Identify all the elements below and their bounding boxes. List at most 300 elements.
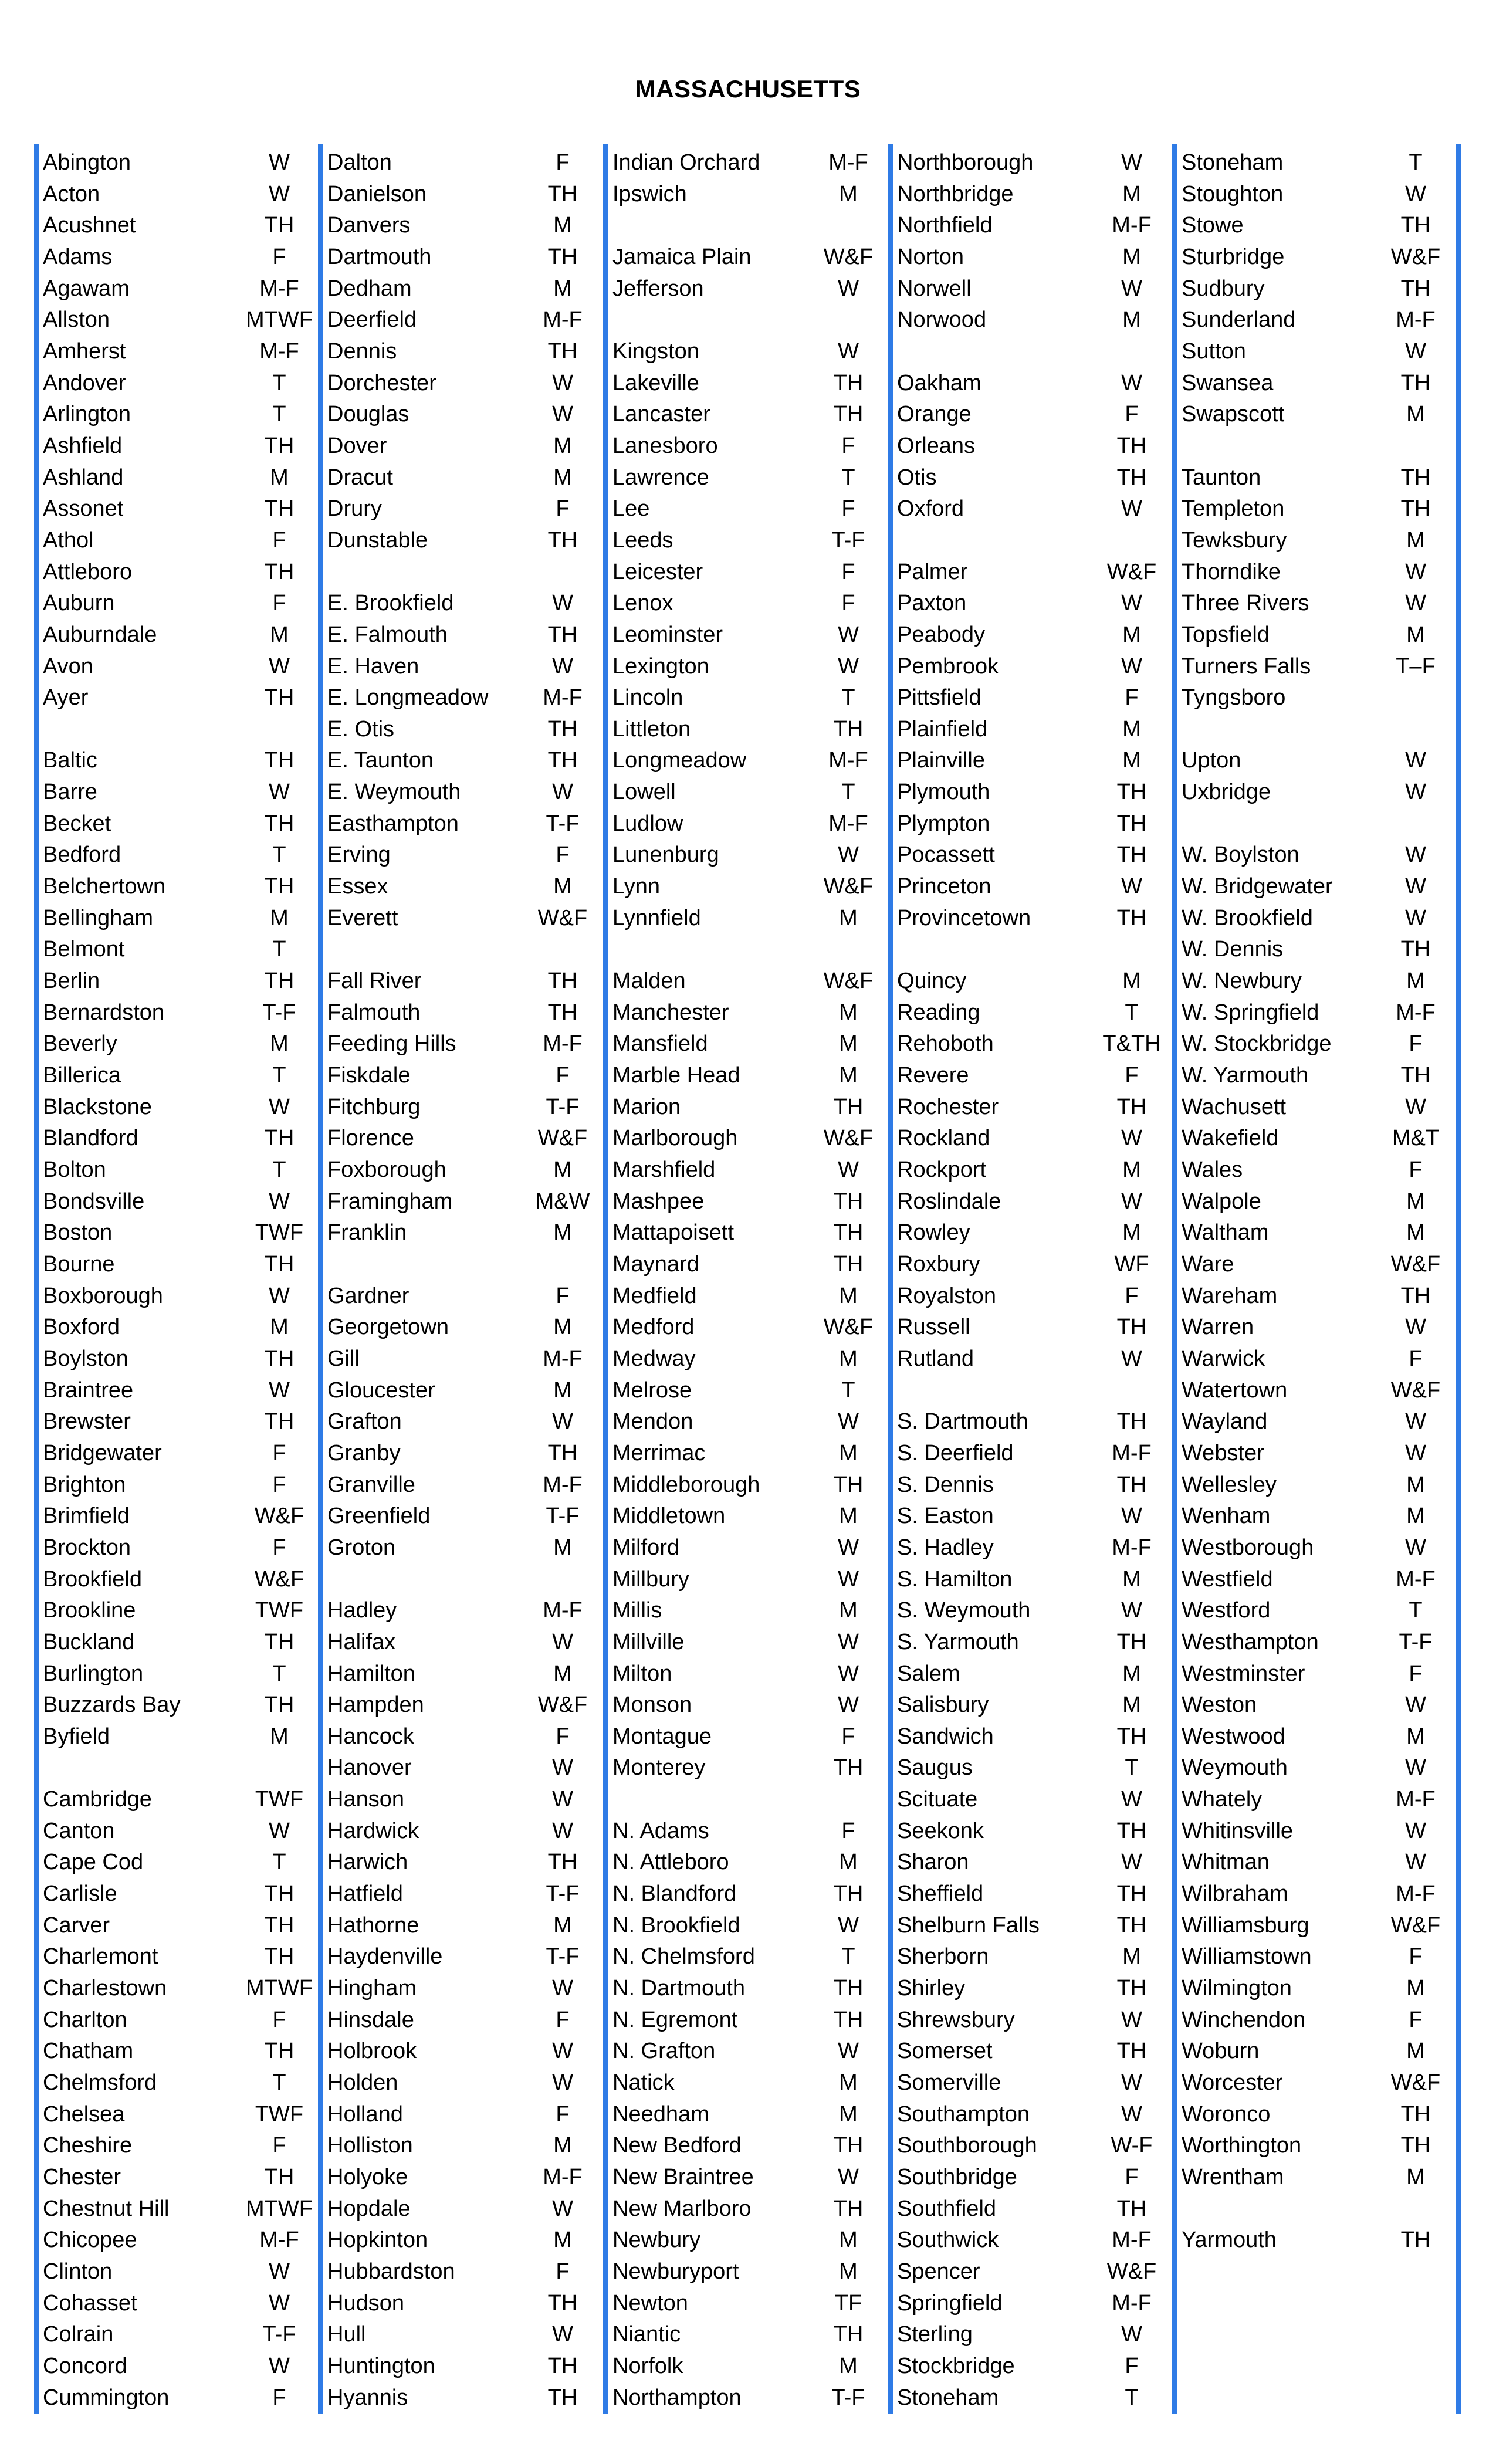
town-name: Dorchester [327,370,436,395]
town-name: Franklin [327,1220,407,1245]
town-name: Warwick [1182,1346,1265,1371]
delivery-day: M [270,465,289,490]
delivery-day: TH [1400,213,1431,238]
delivery-day: M-F [1112,2290,1152,2316]
delivery-day: W [552,1818,573,1843]
town-name: Lancaster [612,402,710,427]
column-divider [34,144,39,2414]
delivery-day: W [1405,1094,1426,1119]
town-name: Dover [327,433,387,458]
town-name: Danvers [327,213,411,238]
town-name: Wales [1182,1157,1243,1182]
town-name: Hatfield [327,1881,403,1907]
town-name: Fiskdale [327,1063,411,1088]
delivery-day: W [1121,2007,1142,2032]
town-name: Drury [327,496,382,522]
town-name: Saugus [897,1755,973,1781]
delivery-day: TH [833,2133,864,2158]
town-name: Southborough [897,2133,1037,2158]
town-name: Leeds [612,527,673,553]
town-name: Plympton [897,811,990,836]
town-name: Revere [897,1063,969,1088]
town-name: Chicopee [43,2228,137,2253]
town-name: Millis [612,1598,662,1623]
town-name: Orange [897,402,972,427]
delivery-day: TH [1116,1881,1147,1907]
delivery-day: M&W [535,1189,590,1214]
town-name: Bourne [43,1251,115,1277]
town-name: Oxford [897,496,964,522]
delivery-day: M [1122,622,1141,647]
delivery-day: W [1405,339,1426,364]
delivery-day: M [1122,1157,1141,1182]
town-name: Medway [612,1346,696,1371]
town-name: Essex [327,874,388,899]
town-name: Gloucester [327,1377,435,1403]
delivery-day: WF [1114,1251,1149,1277]
town-name: Carver [43,1913,110,1938]
delivery-day: TH [1400,2133,1431,2158]
delivery-day: TH [833,716,864,742]
town-name: Springfield [897,2290,1003,2316]
delivery-day: W&F [1390,244,1441,269]
town-name: Charlestown [43,1976,167,2001]
town-name: Reading [897,1000,980,1025]
delivery-day: TH [833,1189,864,1214]
delivery-day: M-F [259,339,299,364]
delivery-day: F [556,2007,570,2032]
town-name: Mashpee [612,1189,705,1214]
town-name: Hopdale [327,2196,411,2221]
town-name: Worthington [1182,2133,1302,2158]
delivery-day: F [1409,1944,1423,1969]
town-name: Upton [1182,748,1241,773]
delivery-day: M [553,2133,572,2158]
delivery-day: T [841,1944,855,1969]
town-name: Sandwich [897,1724,994,1749]
town-name: Mendon [612,1409,693,1434]
delivery-day: TH [833,2196,864,2221]
delivery-day: TH [1400,496,1431,522]
delivery-day: T [841,685,855,710]
town-name: Hubbardston [327,2259,455,2284]
delivery-day: M [839,2259,858,2284]
town-name: Georgetown [327,1315,449,1340]
town-name: Sharon [897,1850,969,1875]
delivery-day: T&TH [1102,1031,1161,1057]
delivery-day: M [553,1377,572,1403]
town-name: Brimfield [43,1504,130,1529]
delivery-day: TH [1116,905,1147,930]
delivery-day: M [1406,1220,1425,1245]
delivery-day: W [1121,874,1142,899]
delivery-day: W&F [823,874,874,899]
town-name: Belchertown [43,874,166,899]
delivery-day: W-F [1111,2133,1153,2158]
delivery-day: M [553,213,572,238]
town-name: Peabody [897,622,986,647]
town-name: Tewksbury [1182,527,1287,553]
town-name: Acton [43,181,100,207]
town-name: N. Brookfield [612,1913,740,1938]
town-name: Plymouth [897,780,990,805]
delivery-day: TWF [255,2101,304,2127]
town-name: New Bedford [612,2133,742,2158]
town-name: Hinsdale [327,2007,414,2032]
delivery-day: TH [1116,2196,1147,2221]
delivery-day: M [1122,1220,1141,1245]
delivery-day: M [1122,1693,1141,1718]
town-name: S. Dennis [897,1472,994,1497]
town-name: Adams [43,244,113,269]
town-name: E. Weymouth [327,780,461,805]
town-name: Natick [612,2070,675,2096]
delivery-day: M-F [1112,213,1152,238]
delivery-day: W [838,339,859,364]
delivery-day: W [1405,905,1426,930]
town-name: Douglas [327,402,409,427]
town-name: S. Deerfield [897,1440,1014,1465]
delivery-day: M-F [543,1598,583,1623]
town-name: N. Grafton [612,2039,716,2064]
town-name: Wellesley [1182,1472,1277,1497]
delivery-day: TH [264,811,295,836]
town-name: Norwood [897,307,987,333]
delivery-day: W [1121,591,1142,616]
delivery-day: W [1405,591,1426,616]
delivery-day: TH [833,402,864,427]
town-name: W. Stockbridge [1182,1031,1332,1057]
delivery-day: M [1122,1566,1141,1592]
delivery-day: M [553,276,572,301]
delivery-day: T [841,1377,855,1403]
delivery-day: W [1121,150,1142,175]
town-name: Monson [612,1693,692,1718]
town-name: Malden [612,969,686,994]
town-name: Ashland [43,465,124,490]
delivery-day: W [552,1755,573,1781]
town-name: Merrimac [612,1440,706,1465]
delivery-day: M [1122,181,1141,207]
town-name: E. Haven [327,654,419,679]
delivery-day: F [272,527,286,553]
delivery-day: W&F [1390,2070,1441,2096]
town-name: S. Hadley [897,1535,994,1560]
delivery-day: W&F [1390,1913,1441,1938]
town-name: Sterling [897,2322,973,2347]
delivery-day: T-F [546,1944,580,1969]
delivery-day: W&F [254,1566,304,1592]
town-name: Dedham [327,276,412,301]
town-name: Sunderland [1182,307,1296,333]
delivery-day: TH [264,748,295,773]
delivery-day: M [839,1000,858,1025]
town-name: Falmouth [327,1000,421,1025]
delivery-day: TH [833,1220,864,1245]
town-name: Lee [612,496,650,522]
delivery-day: M [553,1913,572,1938]
delivery-day: W [269,2290,290,2316]
town-name: Ipswich [612,181,687,207]
town-name: Assonet [43,496,124,522]
delivery-day: M [270,905,289,930]
delivery-day: F [556,1283,570,1308]
town-name: Sudbury [1182,276,1265,301]
delivery-day: W [1405,748,1426,773]
delivery-day: TH [264,1629,295,1654]
delivery-day: M [1406,402,1425,427]
town-name: Webster [1182,1440,1264,1465]
town-name: Stoneham [897,2385,999,2410]
town-name: Belmont [43,937,125,962]
delivery-day: M [1122,307,1141,333]
town-name: Orleans [897,433,976,458]
delivery-day: TH [547,527,578,553]
delivery-day: M [1406,1504,1425,1529]
town-name: Brighton [43,1472,126,1497]
delivery-day: F [1125,402,1139,427]
town-name: Hampden [327,1693,424,1718]
delivery-day: M [1122,748,1141,773]
delivery-day: TH [1116,1094,1147,1119]
town-name: Rockport [897,1157,987,1182]
town-name: Holland [327,2101,403,2127]
town-name: Woburn [1182,2039,1260,2064]
delivery-day: TH [264,1409,295,1434]
town-name: W. Dennis [1182,937,1284,962]
town-name: Bridgewater [43,1440,162,1465]
town-name: Shelburn Falls [897,1913,1040,1938]
town-name: Westborough [1182,1535,1314,1560]
delivery-day: W [1121,1189,1142,1214]
delivery-day: M-F [1396,1787,1436,1812]
delivery-day: M-F [543,685,583,710]
town-name: Hancock [327,1724,414,1749]
town-name: W. Newbury [1182,969,1302,994]
delivery-day: W [269,2353,290,2378]
delivery-day: W [1405,1440,1426,1465]
town-name: Maynard [612,1251,699,1277]
delivery-day: W [1121,370,1142,395]
town-name: Greenfield [327,1504,431,1529]
delivery-day: M-F [1396,307,1436,333]
delivery-day: W [1405,1818,1426,1843]
town-name: Lenox [612,591,673,616]
town-name: Concord [43,2353,127,2378]
town-name: Auburndale [43,622,157,647]
town-name: Melrose [612,1377,692,1403]
town-name: Rochester [897,1094,999,1119]
delivery-day: F [556,842,570,868]
delivery-day: TF [834,2290,862,2316]
delivery-day: M-F [1112,2228,1152,2253]
delivery-day: F [841,1724,855,1749]
town-name: E. Falmouth [327,622,448,647]
town-name: Sherborn [897,1944,989,1969]
delivery-day: TH [1116,1409,1147,1434]
town-name: Brewster [43,1409,131,1434]
delivery-day: TH [264,213,295,238]
delivery-day: T [1409,1598,1423,1623]
town-name: Medford [612,1315,695,1340]
town-name: Southfield [897,2196,997,2221]
town-name: Wareham [1182,1283,1278,1308]
delivery-day: TH [547,1850,578,1875]
delivery-day: M [553,1157,572,1182]
town-name: Marion [612,1094,681,1119]
town-name: Becket [43,811,111,836]
delivery-day: F [1125,2165,1139,2189]
town-name: Oakham [897,370,981,395]
town-name: Weston [1182,1693,1257,1718]
town-name: Marble Head [612,1063,740,1088]
delivery-day: M [839,1031,858,1057]
town-name: Westminster [1182,1661,1305,1686]
delivery-day: F [841,433,855,458]
town-name: Marlborough [612,1126,738,1151]
delivery-day: M [1406,969,1425,994]
town-name: Mattapoisett [612,1220,734,1245]
delivery-day: F [556,496,570,522]
delivery-day: F [1125,1063,1139,1088]
delivery-day: TH [547,969,578,994]
town-name: Holden [327,2070,398,2096]
town-name: Groton [327,1535,396,1560]
town-name: Lawrence [612,465,709,490]
town-name: Byfield [43,1724,110,1749]
town-name: Plainfield [897,716,988,742]
town-name: Charlemont [43,1944,158,1969]
town-name: Braintree [43,1377,134,1403]
delivery-day: W [1405,1755,1426,1781]
town-name: Boxborough [43,1283,163,1308]
delivery-day: M [1406,1472,1425,1497]
town-name: Indian Orchard [612,150,760,175]
delivery-day: TH [1400,1283,1431,1308]
town-name: Roslindale [897,1189,1001,1214]
delivery-day: F [1125,2353,1139,2378]
town-name: Norfolk [612,2353,683,2378]
delivery-day: F [272,2007,286,2032]
delivery-day: W [1121,1598,1142,1623]
delivery-day: TH [1400,465,1431,490]
delivery-day: TWF [255,1220,304,1245]
town-name: Newbury [612,2228,700,2253]
delivery-day: M [553,874,572,899]
delivery-day: F [1409,1157,1423,1182]
delivery-day: W [552,2039,573,2064]
town-name: Taunton [1182,465,1261,490]
town-name: Hudson [327,2290,404,2316]
delivery-day: TH [547,748,578,773]
delivery-day: W [838,842,859,868]
town-name: Billerica [43,1063,121,1088]
town-name: Southampton [897,2101,1030,2127]
delivery-day: M [839,2228,858,2253]
town-name: Worcester [1182,2070,1283,2096]
town-name: Three Rivers [1182,591,1309,616]
delivery-day: TH [1400,370,1431,395]
delivery-day: F [841,496,855,522]
town-name: Lowell [612,780,676,805]
delivery-day: F [1125,1283,1139,1308]
town-name: W. Springfield [1182,1000,1319,1025]
town-name: W. Brookfield [1182,905,1313,930]
delivery-day: M [1406,1976,1425,2001]
delivery-day: F [556,2259,570,2284]
town-name: N. Chelmsford [612,1944,755,1969]
delivery-day: TH [547,2353,578,2378]
delivery-day: W&F [537,1126,588,1151]
delivery-day: T [272,370,286,395]
town-name: Bellingham [43,905,153,930]
delivery-day: TH [264,1881,295,1907]
town-name: W. Yarmouth [1182,1063,1309,1088]
town-name: Provincetown [897,905,1031,930]
delivery-day: F [841,591,855,616]
delivery-day: M [1122,244,1141,269]
town-name: Bernardston [43,1000,165,1025]
town-name: Huntington [327,2353,435,2378]
delivery-day: TH [547,181,578,207]
delivery-day: F [556,150,570,175]
delivery-day: M [553,1220,572,1245]
delivery-day: W [1405,1693,1426,1718]
delivery-day: M [1406,2039,1425,2064]
delivery-day: W [269,1377,290,1403]
delivery-day: T-F [546,811,580,836]
delivery-day: W [1405,181,1426,207]
town-name: Spencer [897,2259,980,2284]
delivery-day: M [1122,969,1141,994]
delivery-day: TH [264,1251,295,1277]
town-name: Boxford [43,1315,120,1340]
town-name: W. Bridgewater [1182,874,1333,899]
town-name: Auburn [43,591,115,616]
town-name: Weymouth [1182,1755,1288,1781]
delivery-day: W&F [537,905,588,930]
delivery-day: TH [264,1913,295,1938]
delivery-day: W [269,2259,290,2284]
town-name: Lunenburg [612,842,719,868]
delivery-day: W&F [823,969,874,994]
town-name: Pembrook [897,654,999,679]
town-name: Canton [43,1818,115,1843]
town-name: Buzzards Bay [43,1693,181,1718]
town-name: Holbrook [327,2039,417,2064]
town-name: Berlin [43,969,100,994]
delivery-day: T-F [831,527,865,553]
delivery-day: T [272,842,286,868]
delivery-day: M [839,1283,858,1308]
delivery-day: T [272,1661,286,1686]
delivery-day: W [269,654,290,679]
town-name: Danielson [327,181,427,207]
delivery-day: W [838,1913,859,1938]
delivery-day: F [272,1535,286,1560]
town-name: Clinton [43,2259,113,2284]
town-name: Grafton [327,1409,402,1434]
town-name: Chatham [43,2039,134,2064]
town-name: Ashfield [43,433,123,458]
delivery-day: TH [547,244,578,269]
town-name: N. Dartmouth [612,1976,745,2001]
town-name: Middleborough [612,1472,760,1497]
town-name: Whitman [1182,1850,1270,1875]
town-name: Attleboro [43,559,133,584]
delivery-day: M-F [828,748,868,773]
delivery-day: M [270,1031,289,1057]
